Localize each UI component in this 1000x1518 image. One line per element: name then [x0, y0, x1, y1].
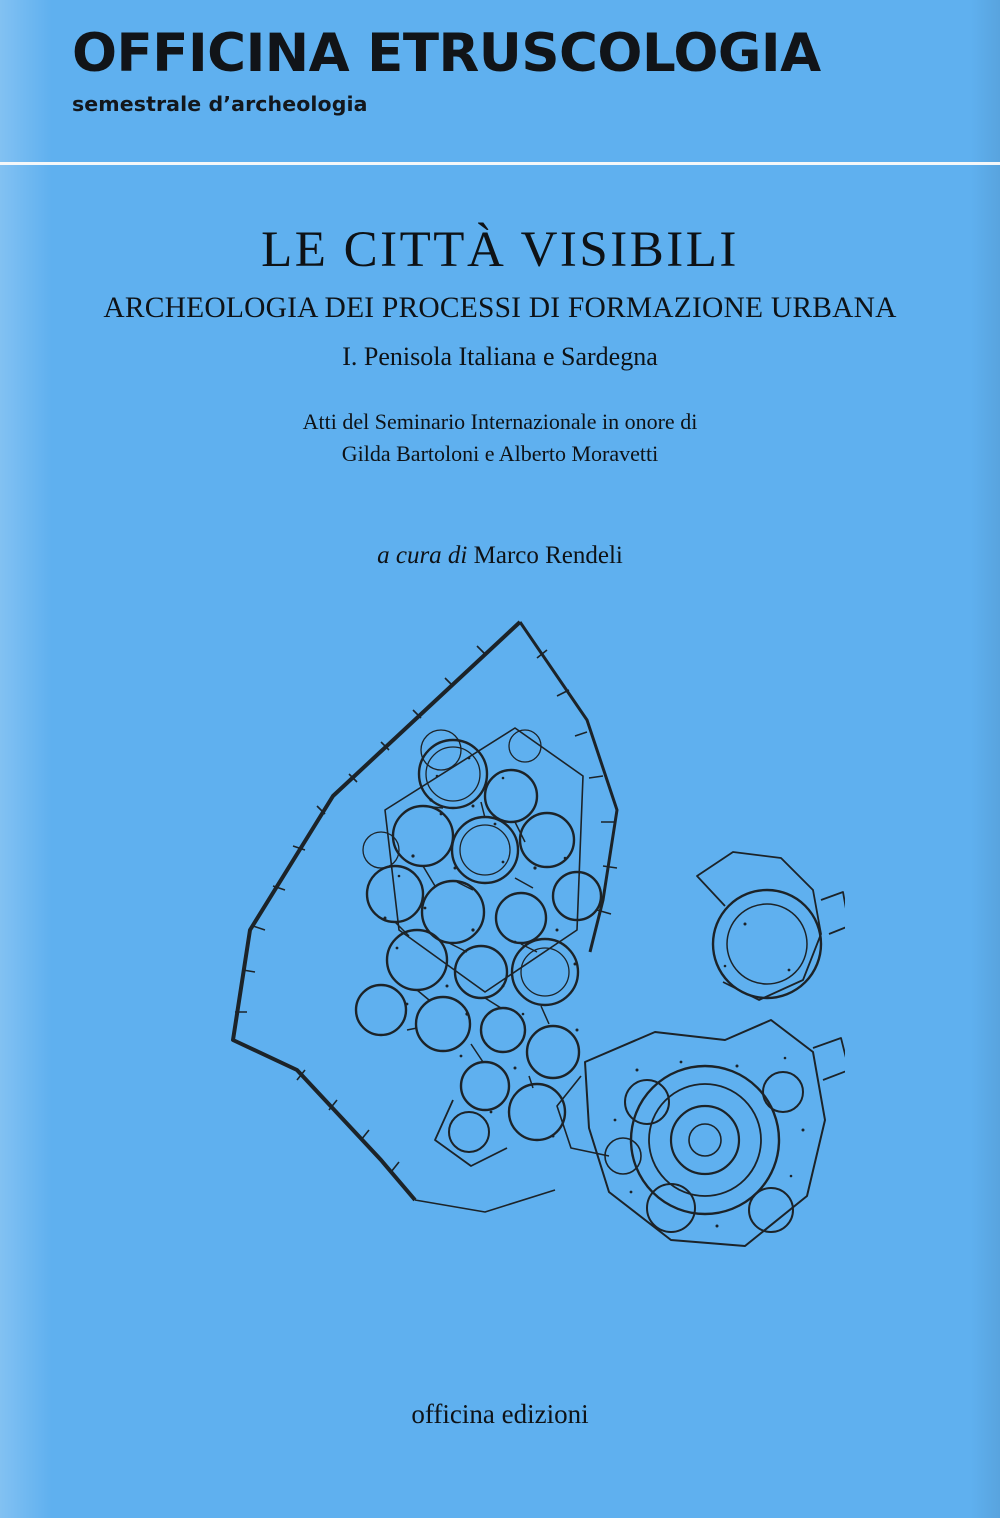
masthead-divider	[0, 162, 1000, 165]
volume-label: I. Penisola Italiana e Sardegna	[342, 342, 658, 372]
site-plan-illustration	[185, 600, 845, 1300]
publisher-name: officina edizioni	[411, 1399, 589, 1429]
page-title: LE CITTÀ VISIBILI	[261, 222, 739, 278]
editor-name: Marco Rendeli	[473, 541, 623, 569]
proceedings-line-2: Gilda Bartoloni e Alberto Moravetti	[341, 440, 659, 466]
site-plan-drawing	[185, 600, 845, 1300]
masthead	[0, 23, 1000, 116]
proceedings-note	[0, 406, 1000, 470]
proceedings-line-1: Atti del Seminario Internazionale in onore di	[302, 409, 698, 435]
page-subtitle: ARCHEOLOGIA DEI PROCESSI DI FORMAZIONE URBANA	[103, 292, 897, 325]
editor-credit	[0, 542, 1000, 570]
title-block	[0, 222, 1000, 570]
editor-prefix: a cura di	[377, 541, 468, 569]
journal-title: OFFICINA ETRUSCOLOGIA	[72, 23, 821, 84]
journal-subtitle: semestrale d’archeologia	[72, 91, 368, 116]
